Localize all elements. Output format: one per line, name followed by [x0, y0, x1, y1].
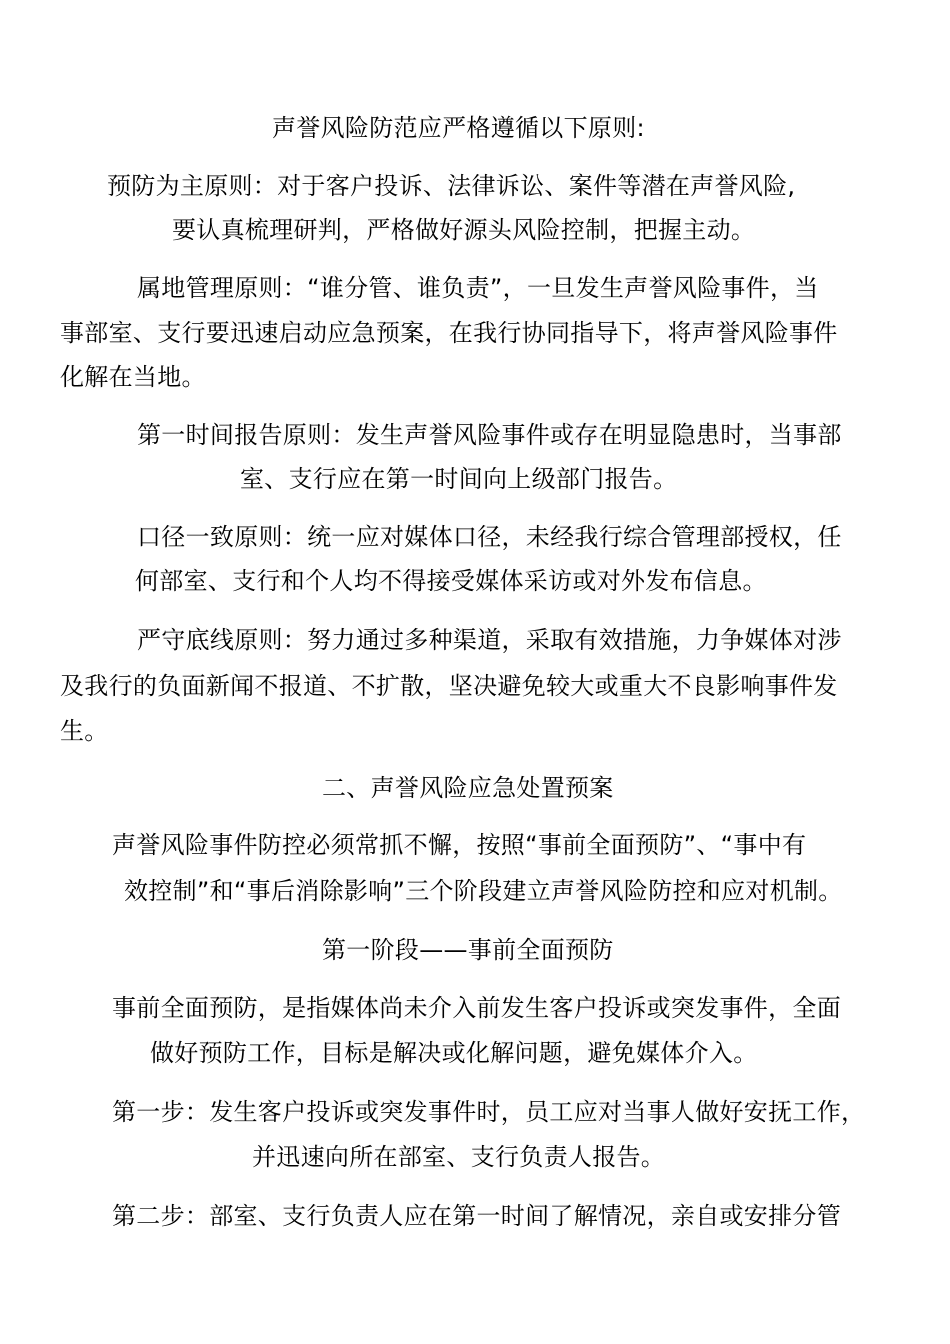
first-report-line-1: 第一时间报告原则：发生声誉风险事件或存在明显隐患时，当事部	[137, 421, 842, 449]
section-heading: 二、声誉风险应急处置预案	[322, 774, 614, 802]
bottom-line-2: 及我行的负面新闻不报道、不扩散，坚决避免较大或重大不良影响事件发	[60, 672, 838, 700]
local-management-line-3: 化解在当地。	[60, 363, 206, 391]
prevention-principle-line-1: 预防为主原则：对于客户投诉、法律诉讼、案件等潜在声誉风险,	[107, 172, 796, 200]
step-two-line-1: 第二步：部室、支行负责人应在第一时间了解情况，亲自或安排分管	[112, 1202, 841, 1230]
bottom-line-3: 生。	[60, 717, 109, 745]
step-one-line-1: 第一步：发生客户投诉或突发事件时，员工应对当事人做好安抚工作，	[112, 1098, 866, 1126]
first-report-line-2: 室、支行应在第一时间向上级部门报告。	[240, 465, 678, 493]
stage-one-heading: 第一阶段——事前全面预防	[322, 936, 614, 964]
step-one-line-2: 并迅速向所在部室、支行负责人报告。	[252, 1143, 666, 1171]
local-management-line-2: 事部室、支行要迅速启动应急预案，在我行协同指导下，将声誉风险事件	[60, 319, 838, 347]
consistent-voice-line-1: 口径一致原则：统一应对媒体口径，未经我行综合管理部授权，任	[137, 523, 842, 551]
prevention-principle-line-2: 要认真梳理研判，严格做好源头风险控制，把握主动。	[172, 216, 756, 244]
mechanism-line-1: 声誉风险事件防控必须常抓不懈，按照“事前全面预防”、“事中有	[112, 831, 807, 859]
stage-one-desc-line-1: 事前全面预防，是指媒体尚未介入前发生客户投诉或突发事件，全面	[112, 994, 841, 1022]
mechanism-line-2: 效控制”和“事后消除影响”三个阶段建立声誉风险防控和应对机制。	[124, 877, 843, 905]
consistent-voice-line-2: 何部室、支行和个人均不得接受媒体采访或对外发布信息。	[135, 567, 767, 595]
bottom-line-1: 严守底线原则：努力通过多种渠道，采取有效措施，力争媒体对涉	[137, 626, 842, 654]
principles-intro: 声誉风险防范应严格遵循以下原则:	[272, 114, 645, 142]
local-management-line-1: 属地管理原则：“谁分管、谁负责”，一旦发生声誉风险事件，当	[137, 274, 819, 302]
stage-one-desc-line-2: 做好预防工作，目标是解决或化解问题，避免媒体介入。	[150, 1039, 758, 1067]
